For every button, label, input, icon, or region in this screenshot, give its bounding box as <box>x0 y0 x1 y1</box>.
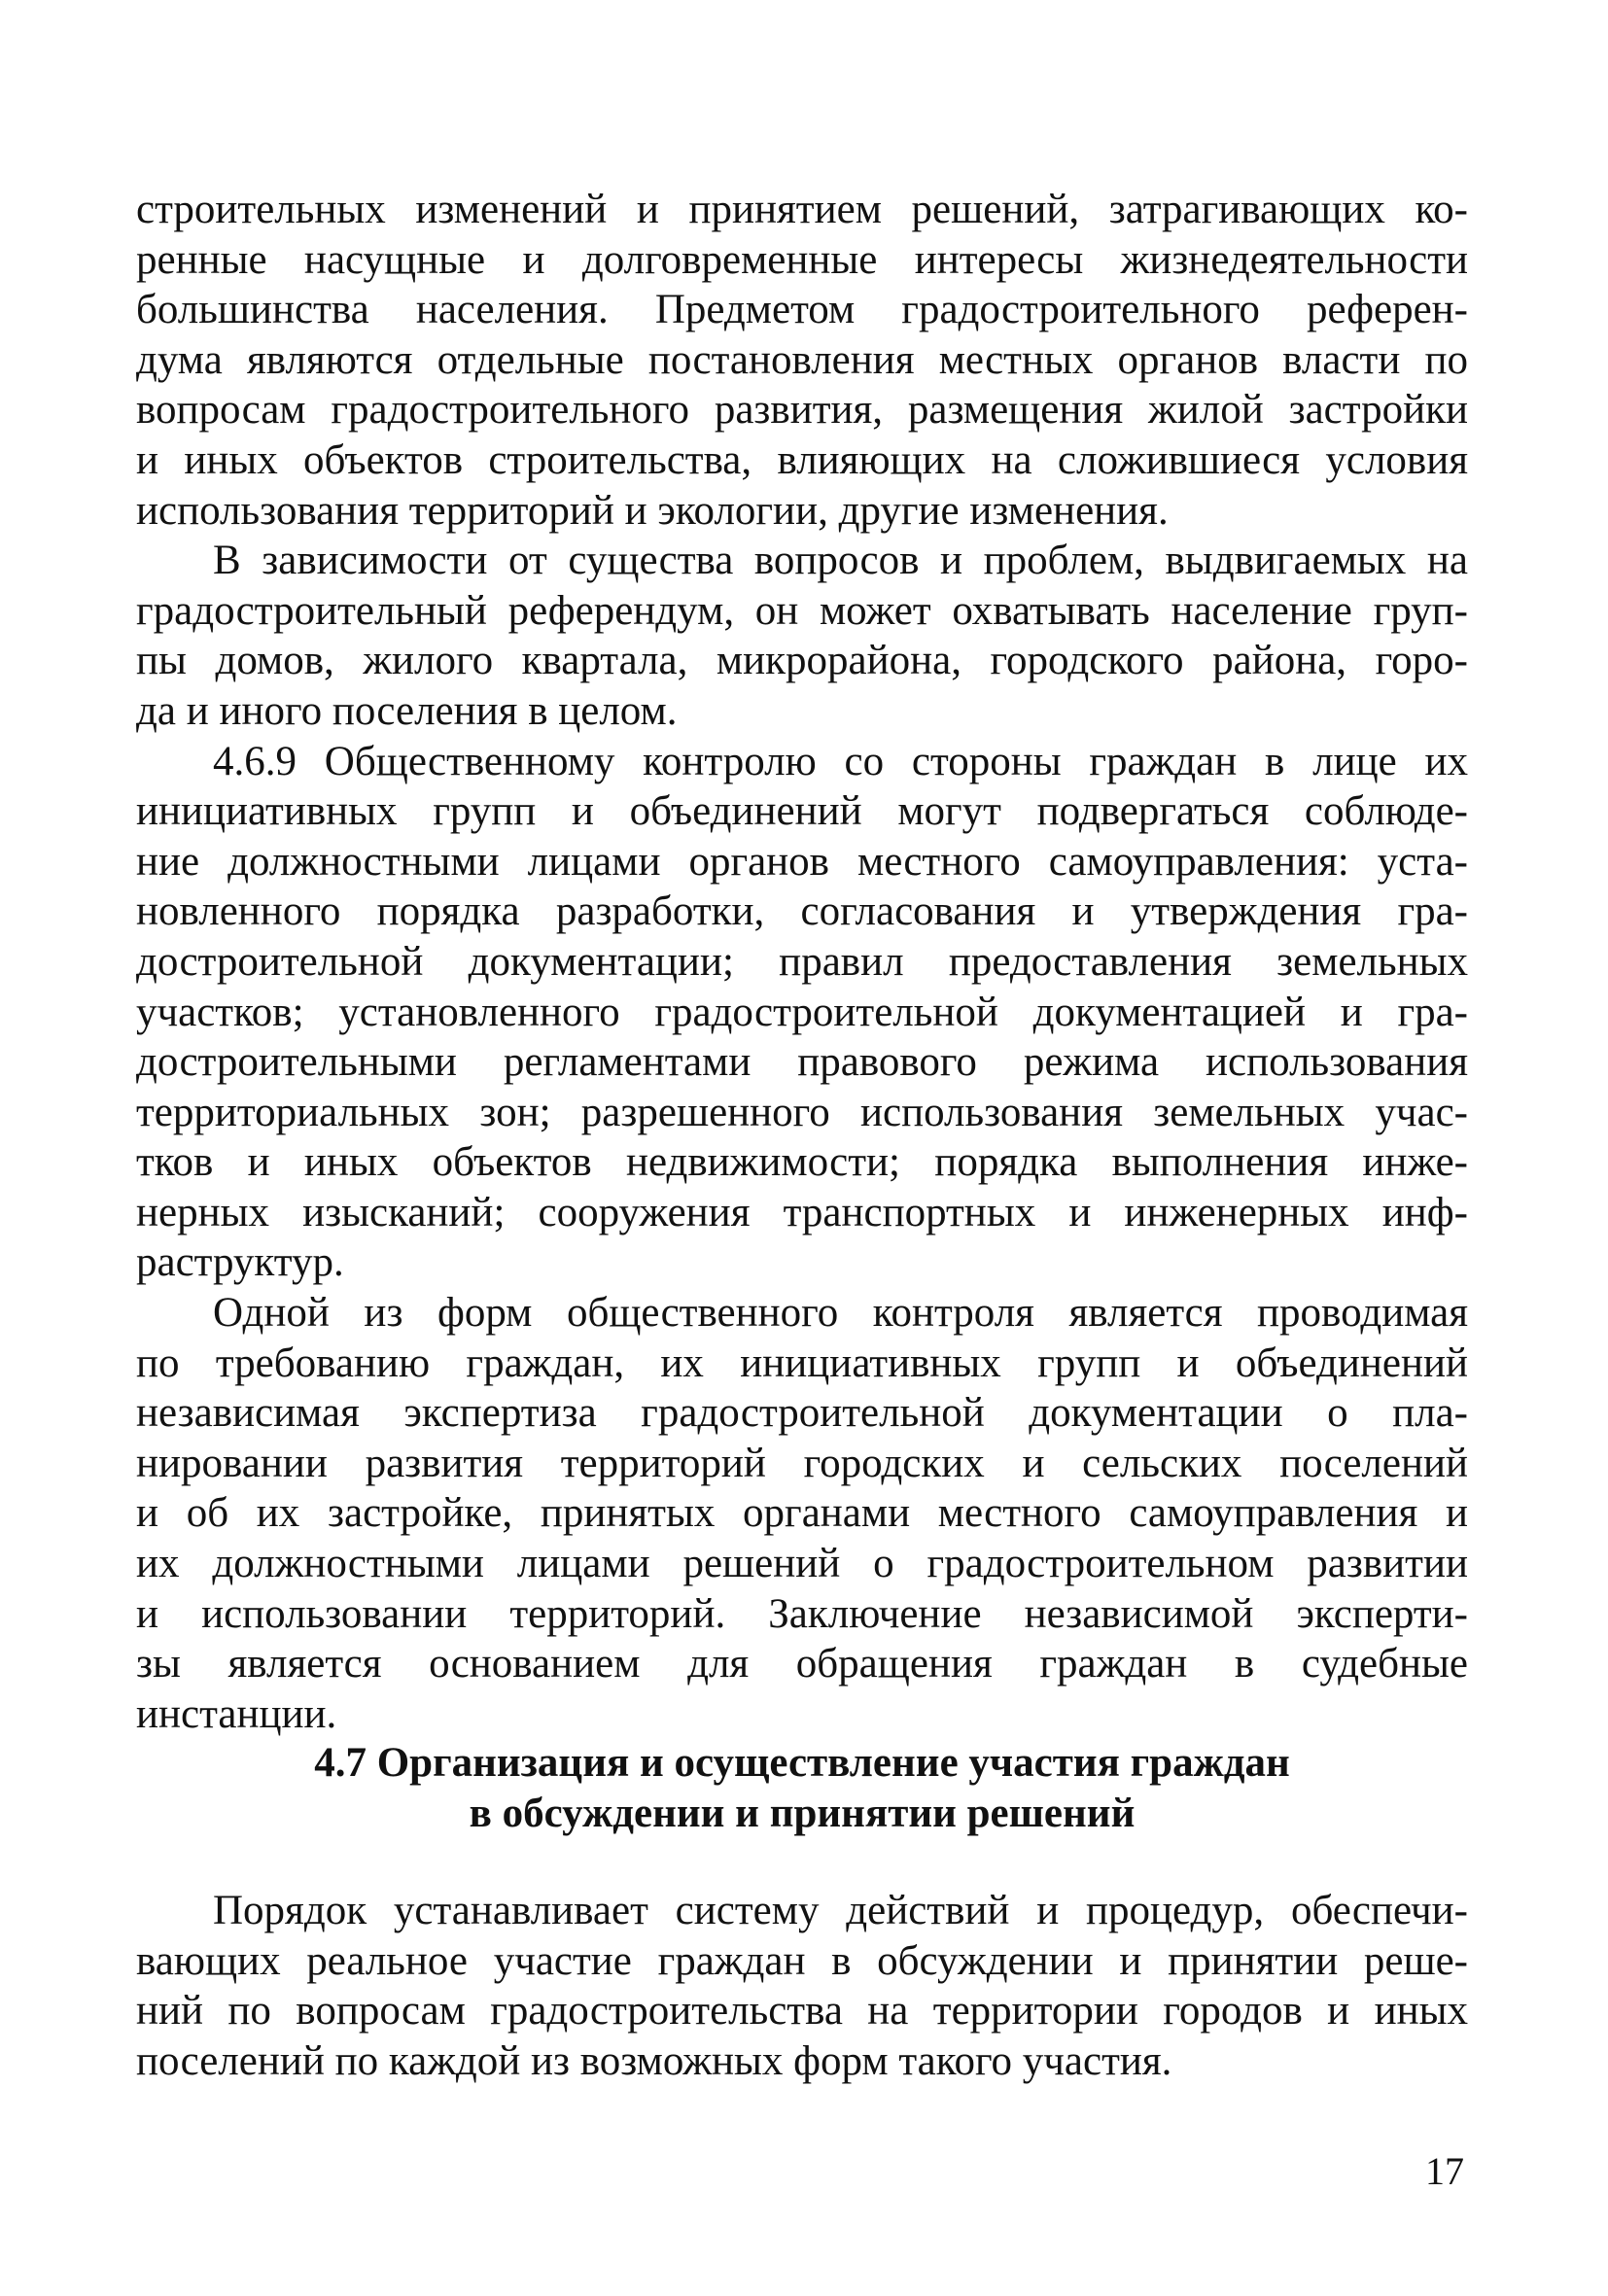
paragraph-3 <box>136 737 1468 1289</box>
text-line: большинства населения. Предметом градостроительного референ- <box>136 287 1468 333</box>
text-line: Порядок устанавливает систему действий и процедур, обеспечи- <box>213 1888 1468 1933</box>
paragraph-1 <box>136 185 1468 536</box>
text-line: достроительной документации; правил предоставления земельных <box>136 938 1468 985</box>
text-line: участков; установленного градостроительной документацией и гра- <box>136 989 1468 1035</box>
text-line: вопросам градостроительного развития, размещения жилой застройки <box>136 387 1468 434</box>
text-line: нировании развития территорий городских и сельских поселений <box>136 1440 1468 1486</box>
text-line: достроительными регламентами правового режима использования <box>136 1039 1468 1086</box>
section-heading-line-1: 4.7 Организация и осуществление участия граждан <box>314 1740 1290 1786</box>
text-line: независимая экспертиза градостроительной документации о пла- <box>136 1390 1468 1437</box>
text-line: инстанции. <box>136 1690 337 1737</box>
text-line: да и иного поселения в целом. <box>136 687 678 734</box>
text-line: новленного порядка разработки, согласования и утверждения гра- <box>136 888 1468 935</box>
section-heading-line-2: в обсуждении и принятии решений <box>469 1791 1136 1836</box>
text-line: и использовании территорий. Заключение независимой эксперти- <box>136 1590 1468 1637</box>
text-line: раструктур. <box>136 1239 344 1286</box>
paragraph-2 <box>136 536 1468 736</box>
text-line: 4.6.9 Общественному контролю со стороны граждан в лице их <box>213 738 1468 784</box>
text-line: зы является основанием для обращения граждан в судебные <box>136 1641 1468 1687</box>
text-line: тков и иных объектов недвижимости; порядка выполнения инже- <box>136 1139 1468 1186</box>
text-line: инициативных групп и объединений могут подвергаться соблюде- <box>136 788 1468 835</box>
paragraph-4 <box>136 1288 1468 1739</box>
text-line: пы домов, жилого квартала, микрорайона, городского района, горо- <box>136 638 1468 684</box>
text-line: ний по вопросам градостроительства на территории городов и иных <box>136 1988 1468 2035</box>
text-line: вающих реальное участие граждан в обсуждении и принятии реше- <box>136 1937 1468 1984</box>
text-line: нерных изысканий; сооружения транспортных и инженерных инф- <box>136 1189 1468 1235</box>
text-line: Одной из форм общественного контроля является проводимая <box>213 1290 1468 1337</box>
text-line: использования территорий и экологии, другие изменения. <box>136 487 1169 534</box>
text-line: дума являются отдельные постановления местных органов власти по <box>136 336 1468 383</box>
text-line: ние должностными лицами органов местного самоуправления: уста- <box>136 838 1468 885</box>
document-body <box>136 185 1468 1739</box>
text-line: их должностными лицами решений о градостроительном развитии <box>136 1541 1468 1587</box>
paragraph-5 <box>136 1886 1468 2086</box>
section-heading <box>136 1738 1468 1839</box>
text-line: и об их застройке, принятых органами местного самоуправления и <box>136 1490 1468 1537</box>
text-line: территориальных зон; разрешенного использования земельных учас- <box>136 1089 1468 1135</box>
text-line: строительных изменений и принятием решений, затрагивающих ко- <box>136 187 1468 232</box>
text-line: ренные насущные и долговременные интересы жизнедеятельности <box>136 236 1468 283</box>
text-line: поселений по каждой из возможных форм такого участия. <box>136 2037 1172 2084</box>
text-line: градостроительный референдум, он может охватывать население груп- <box>136 587 1468 634</box>
text-line: и иных объектов строительства, влияющих на сложившиеся условия <box>136 436 1468 483</box>
text-line: В зависимости от существа вопросов и проблем, выдвигаемых на <box>213 538 1468 584</box>
page-number: 17 <box>1425 2149 1464 2193</box>
text-line: по требованию граждан, их инициативных групп и объединений <box>136 1339 1468 1386</box>
